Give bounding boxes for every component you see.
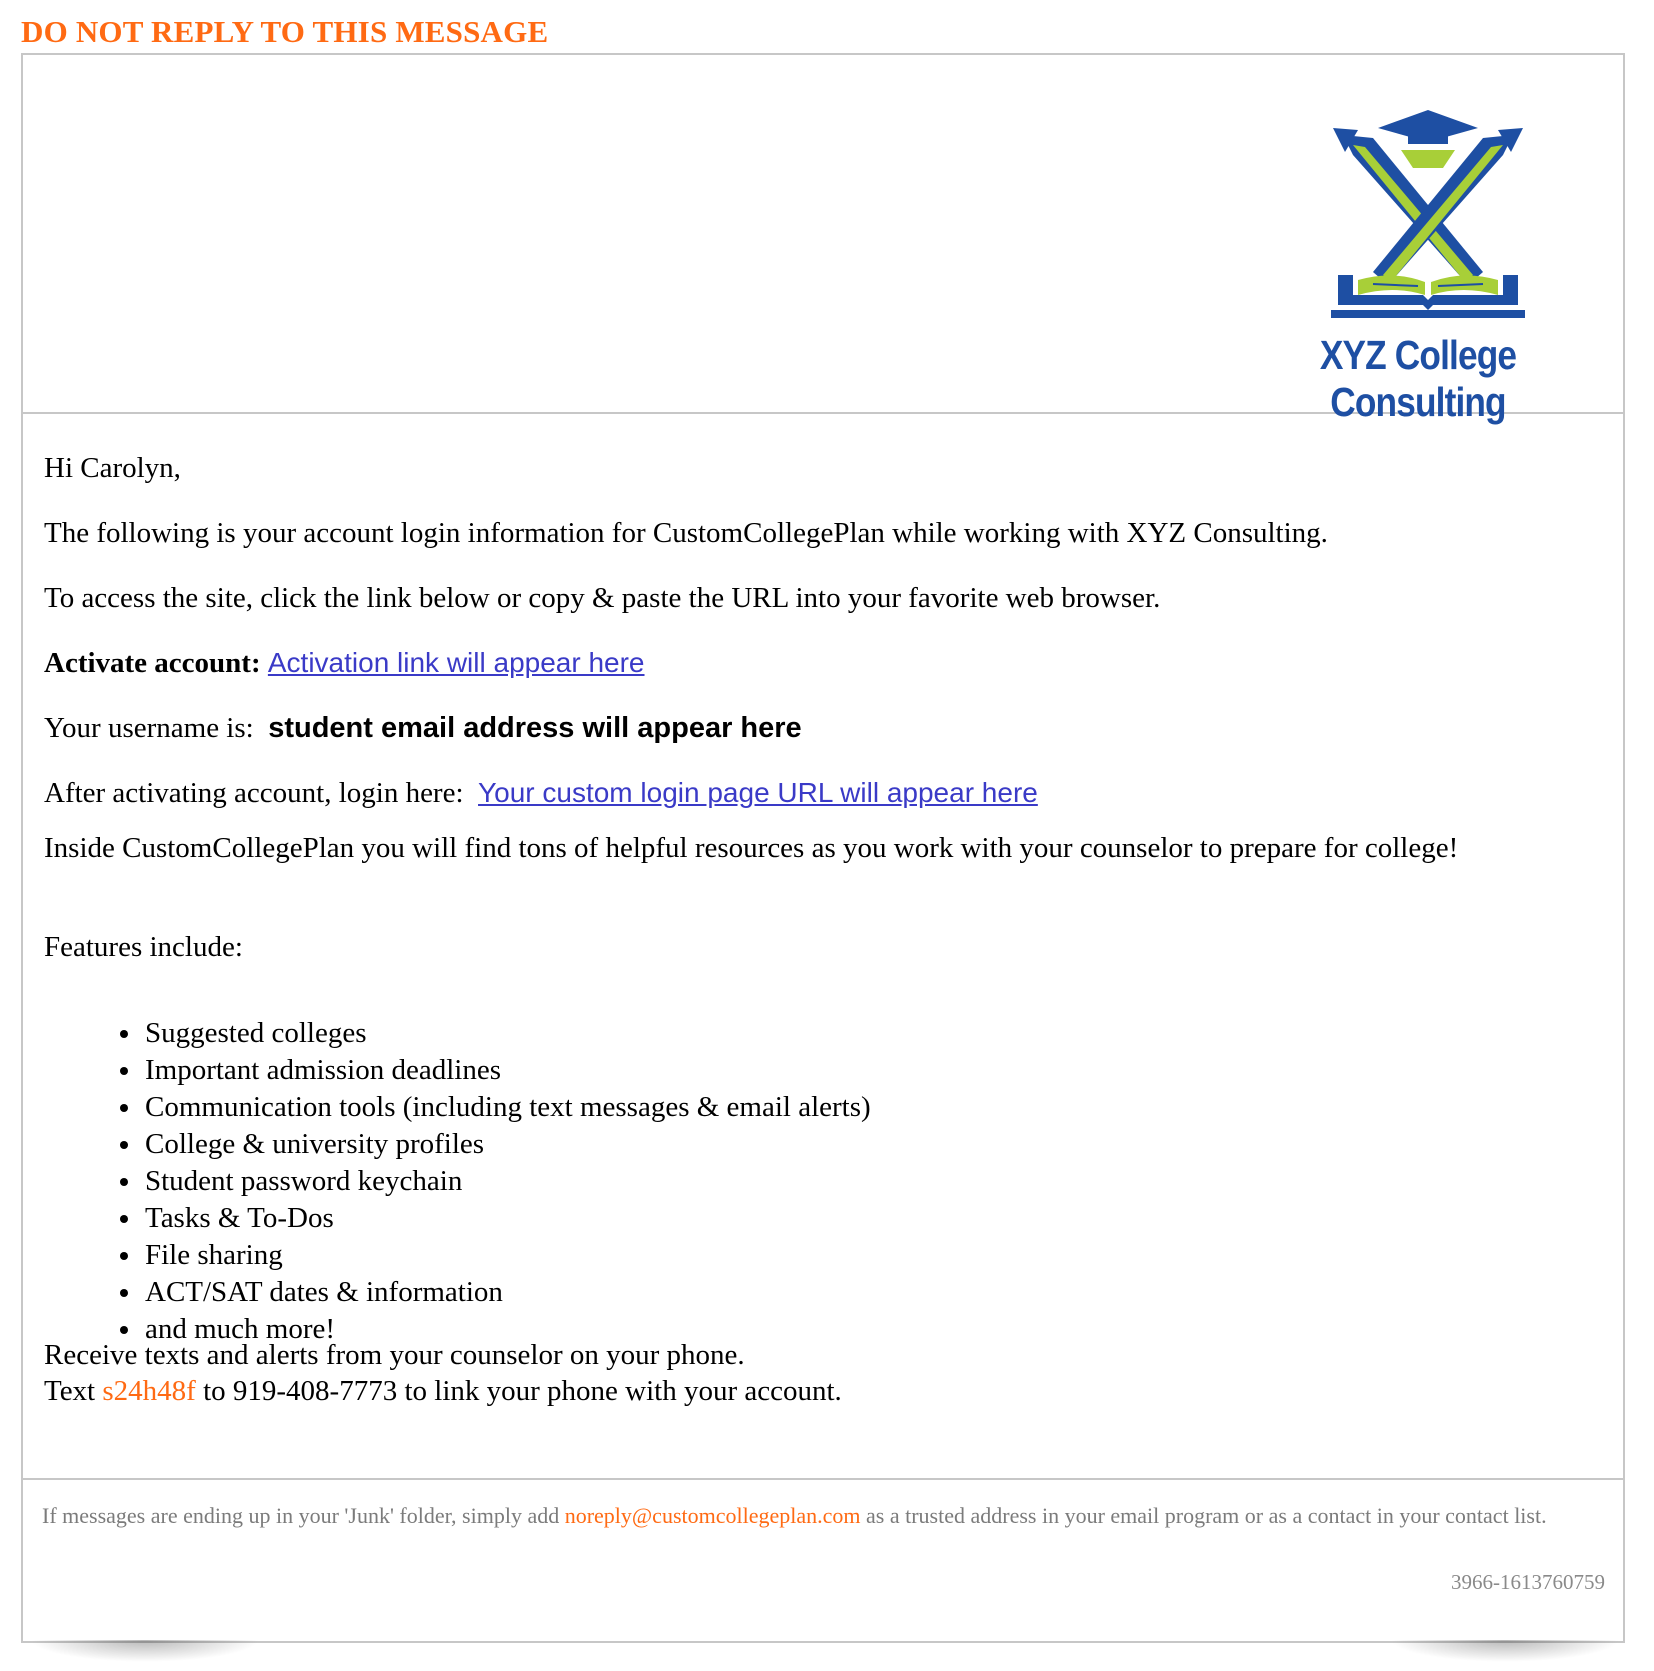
list-item: • Tasks & To-Dos — [143, 1200, 871, 1237]
text-code: s24h48f — [102, 1375, 196, 1407]
text-prefix: Text — [44, 1375, 96, 1407]
graduation-pencils-book-icon — [1233, 100, 1603, 330]
email-footer — [23, 1478, 1623, 1643]
junk-folder-note — [42, 1502, 1582, 1529]
list-item: • Communication tools (including text messages & email alerts) — [143, 1089, 871, 1126]
list-item: • Important admission deadlines — [143, 1052, 871, 1089]
username-value: student email address will appear here — [268, 712, 802, 744]
greeting: Hi Carolyn, — [44, 452, 181, 484]
resources-paragraph: Inside CustomCollegePlan you will find tons of helpful resources as you work with your counselor to prepare for college! — [44, 832, 1459, 864]
logo-wordmark: XYZ College Consulting — [1319, 332, 1517, 425]
text-instruction — [44, 1373, 842, 1409]
access-note: To access the site, click the link below or copy & paste the URL into your favorite web browser. — [44, 582, 1161, 614]
texts-line: Receive texts and alerts from your counselor on your phone. — [44, 1339, 745, 1371]
login-label: After activating account, login here: — [44, 777, 464, 809]
junk-prefix: If messages are ending up in your 'Junk' folder, simply add — [42, 1503, 560, 1528]
text-suffix: to 919-408-7773 to link your phone with your account. — [203, 1375, 842, 1407]
username-row — [44, 710, 802, 746]
username-label: Your username is: — [44, 712, 254, 744]
card-shadow-right — [1390, 1640, 1620, 1662]
login-page-link[interactable]: Your custom login page URL will appear here — [478, 777, 1038, 808]
email-card — [21, 53, 1625, 1643]
noreply-email-link[interactable]: noreply@customcollegeplan.com — [564, 1503, 861, 1528]
list-item: • ACT/SAT dates & information — [143, 1274, 871, 1311]
activation-link[interactable]: Activation link will appear here — [267, 647, 645, 678]
activate-label: Activate account: — [44, 647, 261, 679]
list-item: • and much more! — [143, 1311, 871, 1348]
email-header — [23, 55, 1623, 425]
login-row — [44, 775, 1038, 811]
message-reference-id: 3966-1613760759 — [1451, 1570, 1605, 1594]
activate-row — [44, 645, 645, 681]
list-item: • Suggested colleges — [143, 1015, 871, 1052]
list-item: • Student password keychain — [143, 1163, 871, 1200]
features-list — [119, 1015, 871, 1348]
intro-paragraph: The following is your account login information for CustomCollegePlan while working with XYZ Consulting. — [44, 517, 1328, 549]
list-item: • College & university profiles — [143, 1126, 871, 1163]
list-item: • File sharing — [143, 1237, 871, 1274]
do-not-reply-banner: DO NOT REPLY TO THIS MESSAGE — [21, 14, 549, 49]
junk-suffix: as a trusted address in your email program or as a contact in your contact list. — [866, 1503, 1547, 1528]
company-logo — [1233, 100, 1603, 425]
features-heading: Features include: — [44, 931, 243, 963]
card-shadow-left — [30, 1640, 260, 1662]
